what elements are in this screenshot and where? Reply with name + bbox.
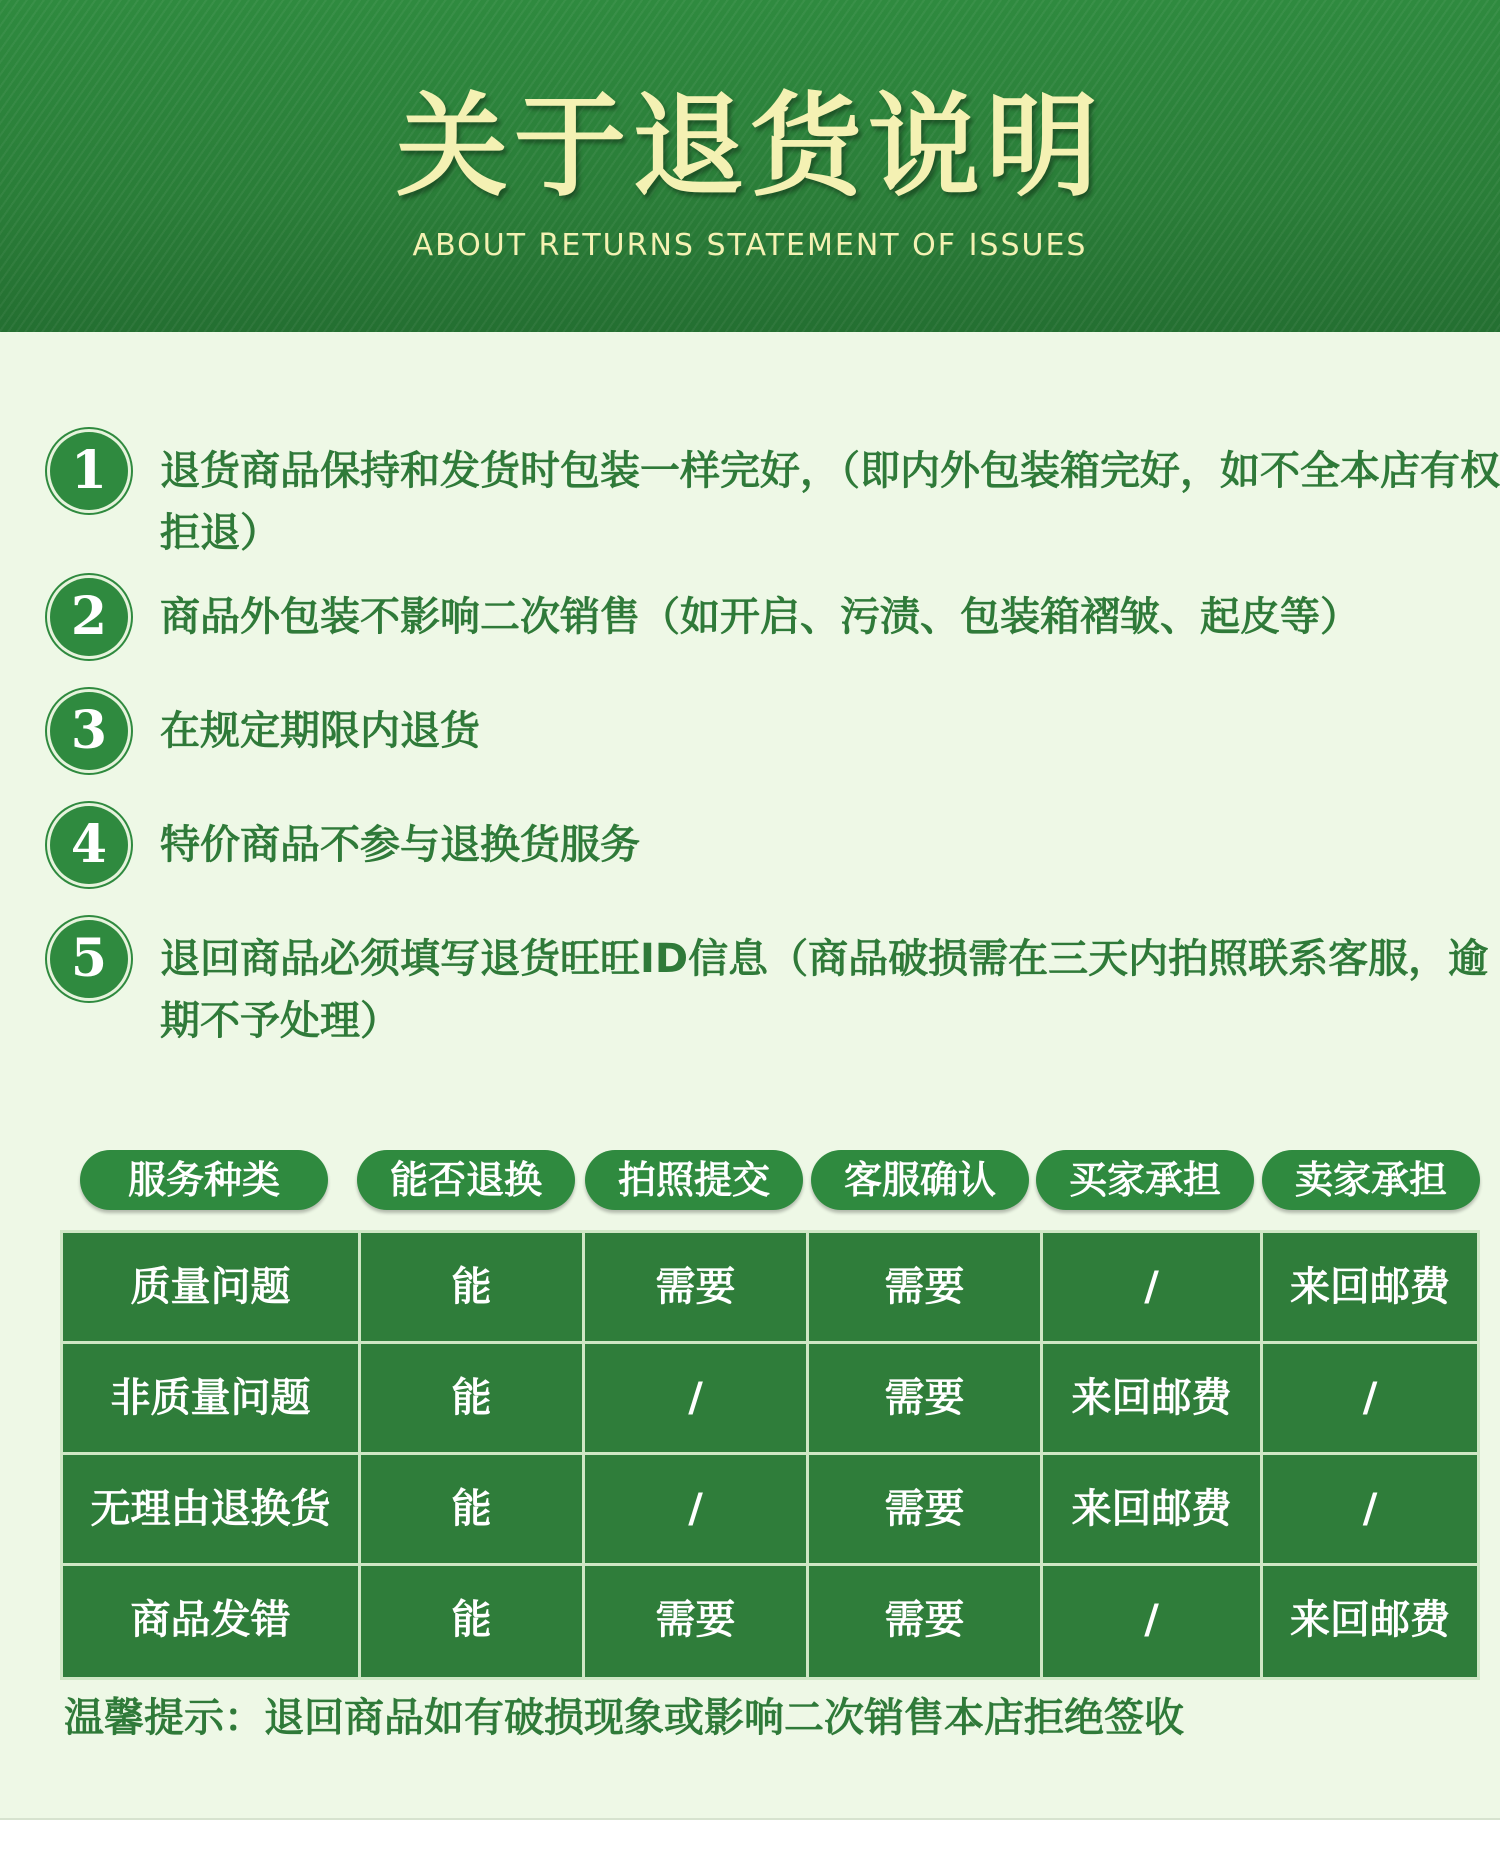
table-cell: / — [1263, 1344, 1477, 1455]
table-cell: 来回邮费 — [1043, 1344, 1263, 1455]
table-cell: 需要 — [809, 1455, 1043, 1566]
rule-text: 在规定期限内退货 — [160, 708, 480, 754]
table-header-returnable: 能否退换 — [357, 1150, 575, 1210]
table-cell: 能 — [361, 1566, 585, 1677]
warm-tip: 温馨提示：退回商品如有破损现象或影响二次销售本店拒绝签收 — [64, 1695, 1184, 1741]
header-banner — [0, 0, 1500, 332]
table-cell: 来回邮费 — [1043, 1455, 1263, 1566]
table-cell: 商品发错 — [63, 1566, 361, 1677]
table-cell: 质量问题 — [63, 1233, 361, 1344]
table-cell: 需要 — [585, 1233, 809, 1344]
table-cell: / — [1263, 1455, 1477, 1566]
page-subtitle: ABOUT RETURNS STATEMENT OF ISSUES — [412, 228, 1088, 263]
table-cell: / — [585, 1344, 809, 1455]
table-cell: 需要 — [809, 1344, 1043, 1455]
table-header-service-type: 服务种类 — [80, 1150, 328, 1210]
table-cell: / — [1043, 1233, 1263, 1344]
table-header-buyer-pays: 买家承担 — [1036, 1150, 1254, 1210]
table-cell: 能 — [361, 1233, 585, 1344]
table-header-photo: 拍照提交 — [585, 1150, 803, 1210]
table-header-cs-confirm: 客服确认 — [811, 1150, 1029, 1210]
table-cell: 无理由退换货 — [63, 1455, 361, 1566]
table-cell: 需要 — [809, 1233, 1043, 1344]
rule-number-badge: 3 — [50, 692, 128, 770]
bottom-divider — [0, 1818, 1500, 1820]
table-row — [63, 1455, 1477, 1566]
table-header-row — [0, 1150, 1500, 1212]
table-cell: / — [1043, 1566, 1263, 1677]
rule-text: 退回商品必须填写退货旺旺ID信息（商品破损需在三天内拍照联系客服，逾期不予处理） — [160, 936, 1489, 1044]
rule-number-badge: 4 — [50, 806, 128, 884]
table-cell: 来回邮费 — [1263, 1233, 1477, 1344]
rule-text: 商品外包装不影响二次销售（如开启、污渍、包装箱褶皱、起皮等） — [160, 594, 1360, 640]
table-header-seller-pays: 卖家承担 — [1262, 1150, 1480, 1210]
table-cell: 能 — [361, 1344, 585, 1455]
table-cell: 非质量问题 — [63, 1344, 361, 1455]
table-row — [63, 1233, 1477, 1344]
rule-text: 特价商品不参与退换货服务 — [160, 822, 640, 868]
rule-text: 退货商品保持和发货时包装一样完好，（即内外包装箱完好，如不全本店有权拒退） — [160, 448, 1500, 556]
table-cell: / — [585, 1455, 809, 1566]
table-row — [63, 1344, 1477, 1455]
rule-number-badge: 5 — [50, 920, 128, 998]
returns-table — [60, 1230, 1480, 1680]
table-cell: 能 — [361, 1455, 585, 1566]
table-cell: 来回邮费 — [1290, 1597, 1450, 1643]
rule-number-badge: 2 — [50, 578, 128, 656]
table-cell: 需要 — [585, 1566, 809, 1677]
table-row — [63, 1566, 1477, 1677]
page-title: 关于退货说明 — [396, 81, 1104, 212]
rule-number-badge: 1 — [50, 432, 128, 510]
table-cell: 需要 — [809, 1566, 1043, 1677]
